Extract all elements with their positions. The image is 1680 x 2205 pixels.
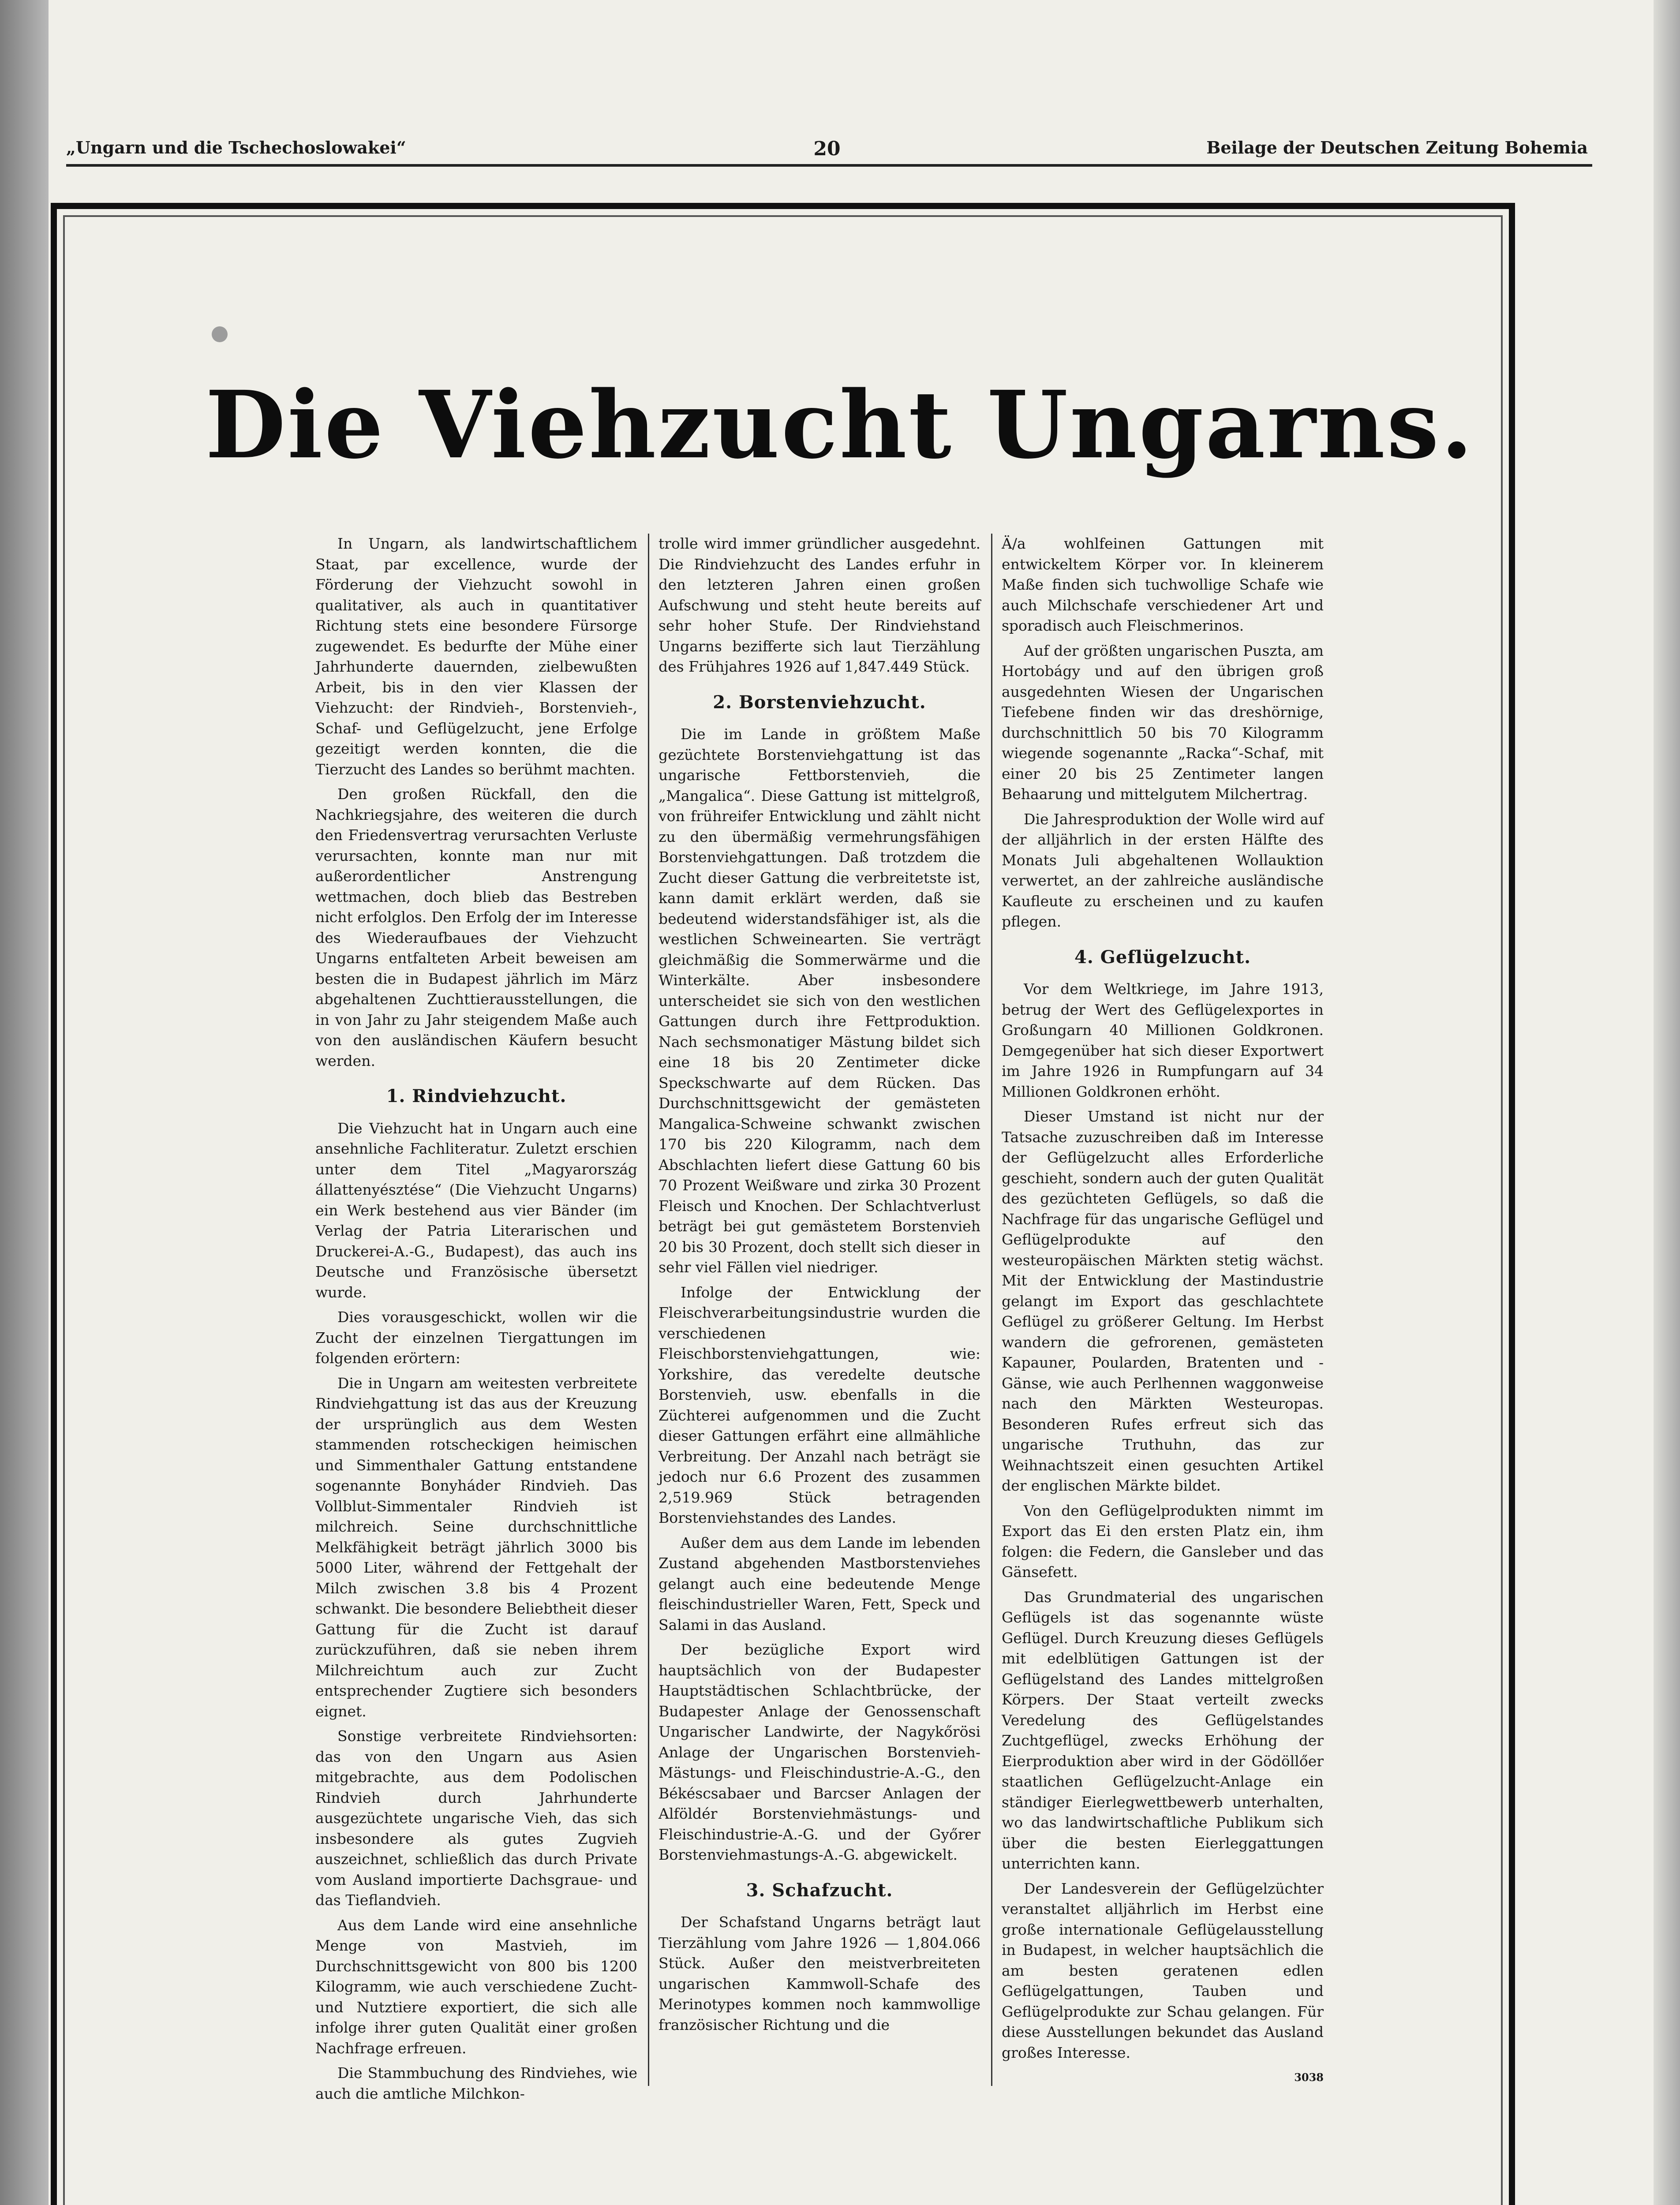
paragraph: In Ungarn, als landwirtschaftlichem Staat, par excellence, wurde der Förderung der Viehzucht sowohl in qualitativer, als auch in quantitativer Richtung stets eine besondere Fürsorge zugewendet. Es bedurfte der Mühe einer Jahrhunderte dauernden, zielbewußten Arbeit, bis in den vier Klassen der Viehzucht: der Rindvieh-, Borstenvieh-, Schaf- und Geflügelzucht, jene Erfolge gezeitigt werden konnten, die die Tierzucht des Landes so berühmt machten.	[315, 535, 637, 778]
paragraph: Die Jahresproduktion der Wolle wird auf der alljährlich in der ersten Hälfte des Monats Juli abgehaltenen Wollauktion verwertet, an der zahlreiche ausländische Kaufleute zu erscheinen und zu kaufen pflegen.	[1002, 810, 1324, 930]
paragraph: trolle wird immer gründlicher ausgedehnt. Die Rindviehzucht des Landes erfuhr in den letzteren Jahren einen großen Aufschwung und steht heute bereits auf sehr hoher Stufe. Der Rindviehstand Ungarns bezifferte sich laut Tierzählung des Frühjahres 1926 auf 1,847.449 Stück.	[659, 535, 980, 675]
paragraph: Von den Geflügelprodukten nimmt im Export das Ei den ersten Platz ein, ihm folgen: die Federn, die Gansleber und das Gänsefett.	[1002, 1502, 1324, 1581]
paragraph: Der bezügliche Export wird hauptsächlich von der Budapester Hauptstädtischen Schlachtbrücke, der Budapester Anlage der Genossenschaft Ungarischer Landwirte, der Nagykőrösi Anlage der Ungarischen Borstenvieh-Mästungs- und Fleischindustrie-A.-G., den Békéscsabaer und Barcser Anlagen der Alföldér Borstenviehmästungs- und Fleischindustrie-A.-G. und der Győrer Borstenviehmastungs-A.-G. abgewickelt.	[659, 1641, 980, 1863]
column-1	[315, 534, 637, 2102]
punch-hole	[212, 326, 228, 342]
running-head-left: „Ungarn und die Tschechoslowakei“	[66, 138, 406, 157]
paragraph: Der Schafstand Ungarns beträgt laut Tierzählung vom Jahre 1926 — 1,804.066 Stück. Außer den meistverbreiteten ungarischen Kammwoll-Schafe des Merinotypes kommen noch kammwollige französischer Richtung und die	[659, 1913, 980, 2033]
end-mark: 3038	[1294, 2071, 1324, 2084]
section-heading-borstenviehzucht: 2. Borstenviehzucht.	[713, 691, 926, 713]
column-divider	[648, 534, 649, 2086]
paragraph: Aus dem Lande wird eine ansehnliche Menge von Mastvieh, im Durchschnittsgewicht von 800 bis 1200 Kilogramm, wie auch verschiedene Zucht- und Nutztiere exportiert, die sich alle infolge ihrer guten Qualität einer großen Nachfrage erfreuen.	[315, 1916, 637, 2057]
article-headline: Die Viehzucht Ungarns.	[205, 370, 1475, 479]
paragraph: Die im Lande in größtem Maße gezüchtete Borstenviehgattung ist das ungarische Fettborstenvieh, die „Mangalica“. Diese Gattung ist mittelgroß, von frühreifer Entwicklung und zählt nicht zu den übermäßig vermehrungsfähigen Borstenviehgattungen. Daß trotzdem die Zucht dieser Gattung die verbreitetste ist, kann damit erklärt werden, daß sie bedeutend widerstandsfähiger ist, als die westlichen Schweinearten. Sie verträgt gleichmäßig die Sommerwärme und die Winterkälte. Aber insbesondere unterscheidet sie sich von den westlichen Gattungen durch ihre Fettproduktion. Nach sechsmonatiger Mästung bildet sich eine 18 bis 20 Zentimeter dicke Speckschwarte auf dem Rücken. Das Durchschnittsgewicht der gemästeten Mangalica-Schweine schwankt zwischen 170 bis 220 Kilogramm, nach dem Abschlachten liefert diese Gattung 60 bis 70 Prozent Weißware und zirka 30 Prozent Fleisch und Knochen. Der Schlachtverlust beträgt bei gut gemästetem Borstenvieh 20 bis 30 Prozent, doch stellt sich dieser in sehr viel Fällen viel niedriger.	[659, 725, 980, 1276]
column-3	[1002, 534, 1324, 2086]
paragraph: Den großen Rückfall, den die Nachkriegsjahre, des weiteren die durch den Friedensvertrag verursachten Verluste verursachten, konnte man nur mit außerordentlicher Anstrengung wettmachen, doch blieb das Bestreben nicht erfolglos. Den Erfolg der im Interesse des Wiederaufbaues der Viehzucht Ungarns entfalteten Arbeit beweisen am besten die in Budapest jährlich im März abgehaltenen Zuchttierausstellungen, die in von Jahr zu Jahr steigendem Maße auch von den ausländischen Käufern besucht werden.	[315, 785, 637, 1069]
paragraph: Auf der größten ungarischen Puszta, am Hortobágy und auf den übrigen groß ausgedehnten Wiesen der Ungarischen Tiefebene finden wir das dreshörnige, durchschnittlich 50 bis 70 Kilogramm wiegende sogenannte „Racka“-Schaf, mit einer 20 bis 25 Zentimeter langen Behaarung und mittelgutem Milchertrag.	[1002, 642, 1324, 803]
section-heading-schafzucht: 3. Schafzucht.	[746, 1880, 893, 1901]
scan-left-edge	[0, 0, 49, 2205]
column-divider	[991, 534, 992, 2086]
paragraph: Ä/a wohlfeinen Gattungen mit entwickeltem Körper vor. In kleinerem Maße finden sich tuchwollige Schafe wie auch Milchschafe verschiedener Art und sporadisch auch Fleischmerinos.	[1002, 535, 1324, 634]
paragraph: Sonstige verbreitete Rindviehsorten: das von den Ungarn aus Asien mitgebrachte, aus dem Podolischen Rindvieh durch Jahrhunderte ausgezüchtete ungarische Vieh, das sich insbesondere als gutes Zugvieh auszeichnet, schließlich das durch Private vom Ausland importierte Dachsgraue- und das Tieflandvieh.	[315, 1727, 637, 1909]
paragraph: Die Stammbuchung des Rindviehes, wie auch die amtliche Milchkon-	[315, 2064, 637, 2102]
paragraph: Der Landesverein der Geflügelzüchter veranstaltet alljährlich im Herbst eine große internationale Geflügelausstellung in Budapest, in welcher hauptsächlich die am besten geratenen edlen Geflügelgattungen, Tauben und Geflügelprodukte zur Schau gelangen. Für diese Ausstellungen bekundet das Ausland großes Interesse.	[1002, 1880, 1324, 2061]
paragraph: Dies vorausgeschickt, wollen wir die Zucht der einzelnen Tiergattungen im folgenden erörtern:	[315, 1308, 637, 1367]
page-number: 20	[813, 138, 841, 160]
paragraph: Infolge der Entwicklung der Fleischverarbeitungsindustrie wurden die verschiedenen Fleischborstenviehgattungen, wie: Yorkshire, das veredelte deutsche Borstenvieh, usw. ebenfalls in die Züchterei aufgenommen und die Zucht dieser Gattungen erfährt eine allmähliche Verbreitung. Der Anzahl nach beträgt sie jedoch nur 6.6 Prozent des zusammen 2,519.969 Stück betragenden Borstenviehstandes des Landes.	[659, 1283, 980, 1526]
paragraph: Vor dem Weltkriege, im Jahre 1913, betrug der Wert des Geflügelexportes in Großungarn 40 Millionen Goldkronen. Demgegenüber hat sich dieser Exportwert im Jahre 1926 in Rumpfungarn auf 34 Millionen Goldkronen erhöht.	[1002, 980, 1324, 1100]
header-rule	[66, 164, 1592, 167]
section-heading-gefluegelzucht: 4. Geflügelzucht.	[1074, 946, 1251, 968]
paragraph: Die in Ungarn am weitesten verbreitete Rindviehgattung ist das aus der Kreuzung der ursprünglich aus dem Westen stammenden rotscheckigen heimischen und Simmenthaler Gattung entstandene sogenannte Bonyháder Rindvieh. Das Vollblut-Simmentaler Rindvieh ist milchreich. Seine durchschnittliche Melkfähigkeit beträgt jährlich 3000 bis 5000 Liter, während der Fettgehalt der Milch zwischen 3.8 bis 4 Prozent schwankt. Die besondere Beliebtheit dieser Gattung für die Zucht ist darauf zurückzuführen, daß sie neben ihrem Milchreichtum auch zur Zucht entsprechender Zugtiere sich besonders eignet.	[315, 1374, 637, 1720]
paragraph: Das Grundmaterial des ungarischen Geflügels ist das sogenannte wüste Geflügel. Durch Kreuzung dieses Geflügels mit edelblütigen Gattungen ist der Geflügelstand des Landes mittelgroßen Körpers. Der Staat verteilt zwecks Veredelung des Geflügelstandes Zuchtgeflügel, zwecks Erhöhung der Eierproduktion aber wird in der Gödöllőer staatlichen Geflügelzucht-Anlage ein ständiger Eierlegwettbewerb unterhalten, wo das landwirtschaftliche Publikum sich über die besten Eierleggattungen unterrichten kann.	[1002, 1588, 1324, 1872]
paragraph: Dieser Umstand ist nicht nur der Tatsache zuzuschreiben daß im Interesse der Geflügelzucht alles Erforderliche geschieht, sondern auch der guten Qualität des gezüchteten Geflügels, so daß die Nachfrage für das ungarische Geflügel und Geflügelprodukte auf den westeuropäischen Märkten stetig wächst. Mit der Entwicklung der Mastindustrie gelangt im Export das geschlachtete Geflügel zu größerer Geltung. Im Herbst wandern die gefrorenen, gemästeten Kapauner, Poularden, Bratenten und -Gänse, wie auch Perlhennen waggonweise nach den Märkten Westeuropas. Besonderen Rufes erfreut sich das ungarische Truthuhn, das zur Weihnachtszeit einen gesuchten Artikel der englischen Märkte bildet.	[1002, 1108, 1324, 1494]
running-head-right: Beilage der Deutschen Zeitung Bohemia	[1206, 138, 1588, 157]
running-head	[66, 138, 1588, 164]
scan-right-edge	[1654, 0, 1680, 2205]
column-2	[659, 534, 980, 2086]
paragraph: Außer dem aus dem Lande im lebenden Zustand abgehenden Mastborstenviehes gelangt auch eine bedeutende Menge fleischindustrieller Waren, Fett, Speck und Salami in das Ausland.	[659, 1534, 980, 1633]
paragraph: Die Viehzucht hat in Ungarn auch eine ansehnliche Fachliteratur. Zuletzt erschien unter dem Titel „Magyarország állattenyésztése“ (Die Viehzucht Ungarns) ein Werk bestehend aus vier Bänder (im Verlag der Patria Literarischen und Druckerei-A.-G., Budapest), das auch ins Deutsche und Französische übersetzt wurde.	[315, 1119, 637, 1301]
article-columns	[315, 534, 1330, 2102]
section-heading-rindviehzucht: 1. Rindviehzucht.	[386, 1086, 567, 1106]
